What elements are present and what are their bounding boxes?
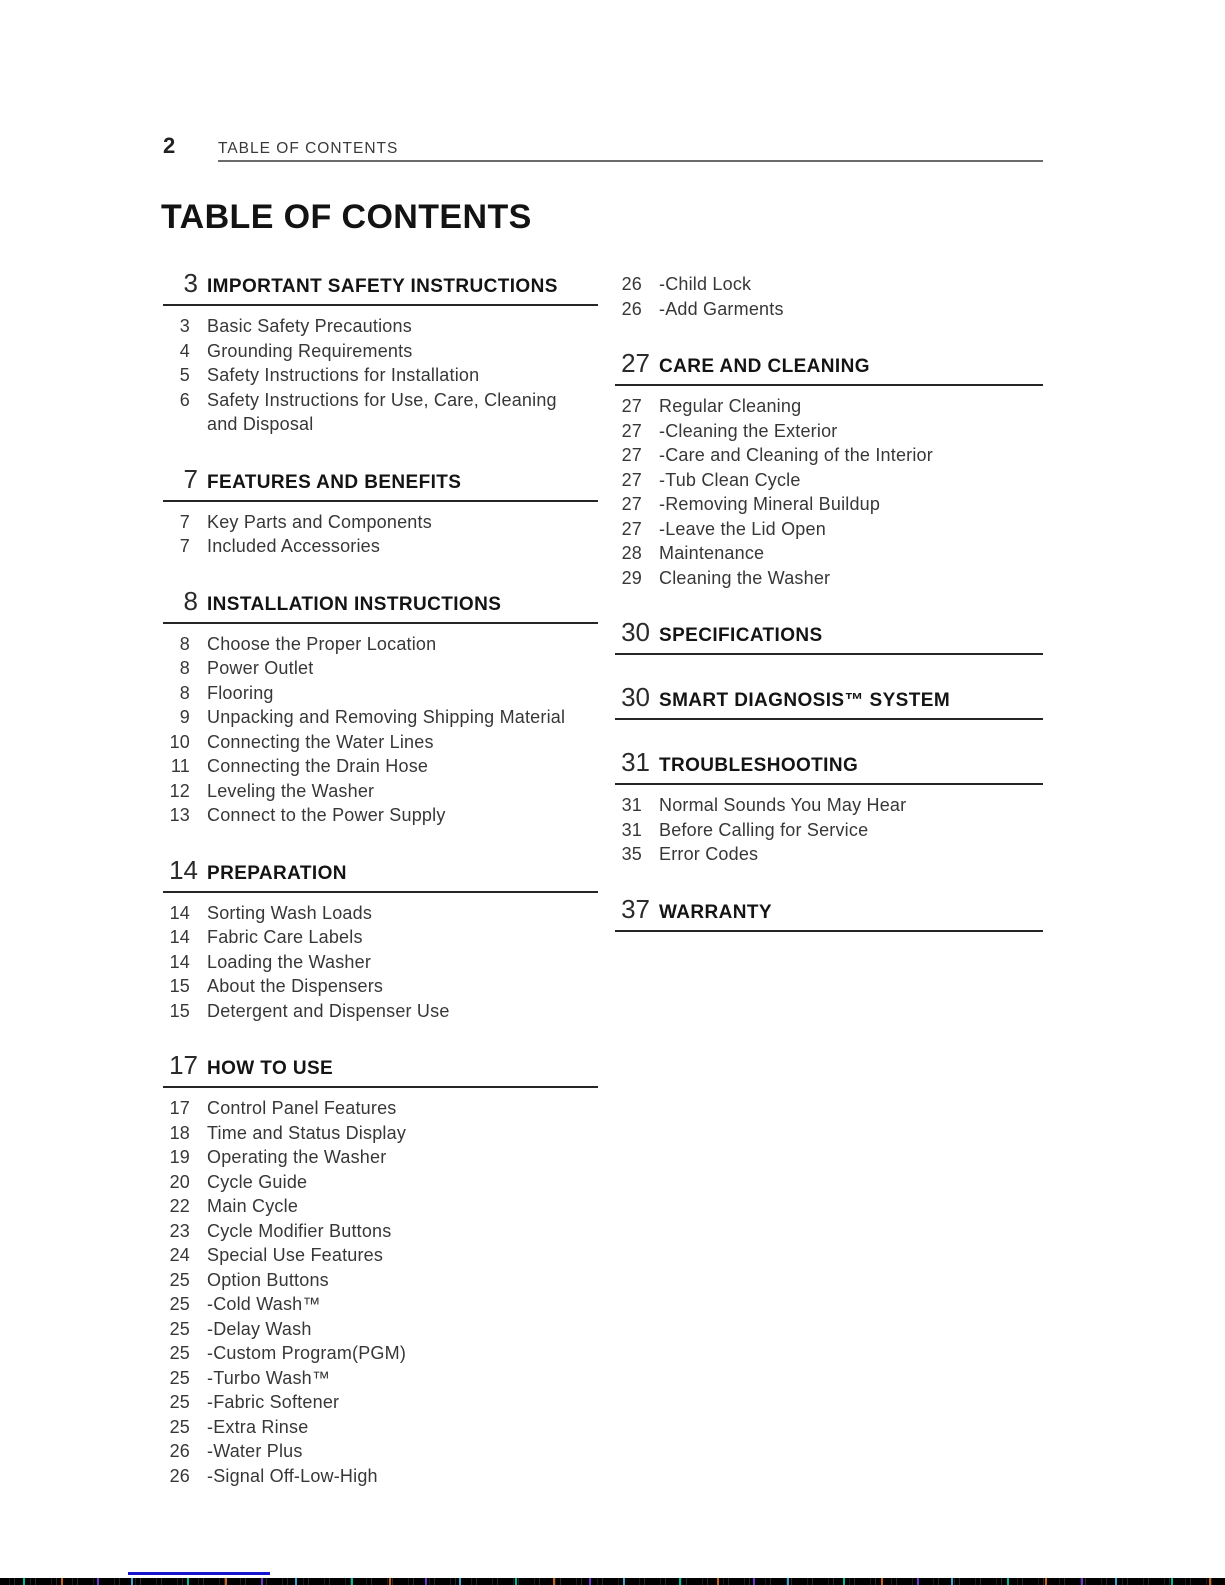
toc-item bbox=[615, 566, 1043, 591]
item-page-number: 18 bbox=[169, 1122, 190, 1143]
item-page-number: 31 bbox=[621, 819, 642, 840]
toc-section bbox=[615, 350, 1043, 590]
item-page-number: 14 bbox=[169, 927, 190, 947]
item-page-number: 27 bbox=[621, 445, 642, 465]
section-title: HOW TO USE bbox=[207, 1058, 334, 1079]
item-page-number: 11 bbox=[170, 756, 190, 776]
section-page-number: 8 bbox=[183, 585, 198, 616]
section-header bbox=[163, 270, 598, 306]
item-label: Loading the Washer bbox=[207, 951, 372, 972]
toc-item bbox=[163, 999, 598, 1024]
item-page-number: 25 bbox=[169, 1392, 190, 1412]
item-page-number: 25 bbox=[169, 1416, 190, 1437]
item-page-number: 26 bbox=[169, 1465, 190, 1486]
item-label: -Delay Wash bbox=[207, 1318, 312, 1339]
toc-item bbox=[615, 818, 1043, 843]
section-title: SPECIFICATIONS bbox=[659, 625, 823, 646]
section-page-number: 31 bbox=[621, 747, 650, 777]
section-items bbox=[163, 306, 598, 437]
toc-item bbox=[163, 339, 598, 364]
toc-column-right bbox=[615, 270, 1043, 932]
item-label: -Tub Clean Cycle bbox=[659, 469, 801, 490]
toc-item bbox=[163, 1341, 598, 1366]
item-label: Leveling the Washer bbox=[207, 780, 375, 801]
item-page-number: 23 bbox=[169, 1220, 190, 1241]
toc-section bbox=[163, 270, 598, 437]
item-label: Before Calling for Service bbox=[659, 819, 869, 840]
toc-section bbox=[615, 684, 1043, 720]
section-page-number: 30 bbox=[621, 617, 650, 647]
item-label: Connecting the Water Lines bbox=[207, 731, 434, 752]
item-page-number: 8 bbox=[179, 682, 190, 703]
section-page-number: 17 bbox=[169, 1050, 198, 1080]
toc-item bbox=[163, 1366, 598, 1391]
item-page-number: 14 bbox=[169, 902, 190, 923]
toc-item bbox=[163, 1121, 598, 1146]
toc-item bbox=[163, 1439, 598, 1464]
item-label: -Turbo Wash™ bbox=[207, 1367, 331, 1388]
item-page-number: 25 bbox=[169, 1269, 190, 1290]
toc-item bbox=[163, 1243, 598, 1268]
toc-item bbox=[163, 1415, 598, 1440]
toc-item bbox=[163, 1145, 598, 1170]
item-label: -Add Garments bbox=[659, 298, 784, 319]
section-title: IMPORTANT SAFETY INSTRUCTIONS bbox=[207, 276, 558, 297]
item-page-number: 35 bbox=[621, 844, 642, 864]
item-page-number: 26 bbox=[169, 1441, 190, 1461]
toc-section bbox=[163, 463, 598, 559]
toc-section bbox=[615, 893, 1043, 932]
item-label: Cycle Guide bbox=[207, 1171, 308, 1192]
toc-item bbox=[163, 779, 598, 804]
item-page-number: 7 bbox=[179, 536, 190, 556]
toc-item bbox=[163, 1268, 598, 1293]
toc-section bbox=[163, 585, 598, 828]
item-label: Option Buttons bbox=[207, 1269, 329, 1290]
item-label: Cycle Modifier Buttons bbox=[207, 1220, 392, 1241]
toc-item bbox=[163, 1390, 598, 1415]
toc-section bbox=[615, 619, 1043, 655]
section-page-number: 27 bbox=[621, 348, 650, 378]
section-header bbox=[615, 893, 1043, 932]
item-page-number: 25 bbox=[169, 1367, 190, 1388]
item-page-number: 27 bbox=[621, 518, 642, 539]
item-page-number: 5 bbox=[179, 365, 190, 385]
item-label: -Custom Program(PGM) bbox=[207, 1343, 407, 1363]
item-label: Control Panel Features bbox=[207, 1098, 397, 1118]
section-items bbox=[163, 893, 598, 1024]
toc-item bbox=[163, 1096, 598, 1121]
item-label: Power Outlet bbox=[207, 658, 314, 678]
item-label: Maintenance bbox=[659, 543, 765, 563]
item-label: -Cold Wash™ bbox=[207, 1294, 321, 1314]
item-page-number: 4 bbox=[179, 340, 190, 361]
toc-items-continued bbox=[615, 270, 1043, 321]
toc-item bbox=[163, 730, 598, 755]
item-page-number: 24 bbox=[169, 1245, 190, 1265]
item-page-number: 26 bbox=[621, 274, 642, 294]
item-label: Safety Instructions for Use, Care, Cleaning and Disposal bbox=[207, 389, 557, 434]
item-page-number: 28 bbox=[621, 543, 642, 563]
section-title: INSTALLATION INSTRUCTIONS bbox=[207, 593, 502, 615]
toc-item bbox=[615, 492, 1043, 517]
section-page-number: 3 bbox=[183, 268, 198, 298]
item-page-number: 17 bbox=[169, 1098, 190, 1118]
item-page-number: 15 bbox=[169, 1000, 190, 1021]
toc-section bbox=[615, 749, 1043, 867]
toc-item bbox=[615, 419, 1043, 444]
item-page-number: 25 bbox=[169, 1318, 190, 1339]
item-page-number: 26 bbox=[621, 298, 642, 319]
toc-section bbox=[163, 854, 598, 1024]
toc-item bbox=[163, 974, 598, 999]
item-page-number: 14 bbox=[169, 951, 190, 972]
toc-item bbox=[615, 297, 1043, 322]
toc-item bbox=[163, 656, 598, 681]
header-rule bbox=[218, 160, 1043, 162]
item-label: Normal Sounds You May Hear bbox=[659, 795, 907, 815]
section-items bbox=[615, 386, 1043, 590]
item-page-number: 19 bbox=[169, 1147, 190, 1167]
section-page-number: 37 bbox=[621, 893, 650, 924]
item-label: -Child Lock bbox=[659, 274, 752, 294]
section-header bbox=[615, 619, 1043, 655]
section-title: CARE AND CLEANING bbox=[659, 356, 870, 377]
section-items bbox=[163, 502, 598, 559]
item-label: Flooring bbox=[207, 682, 274, 703]
item-page-number: 29 bbox=[621, 567, 642, 588]
item-page-number: 25 bbox=[169, 1343, 190, 1363]
toc-item bbox=[163, 1219, 598, 1244]
item-page-number: 12 bbox=[169, 780, 190, 801]
item-page-number: 22 bbox=[169, 1196, 190, 1216]
blue-underline-mark bbox=[128, 1572, 270, 1575]
toc-item bbox=[163, 1170, 598, 1195]
section-page-number: 14 bbox=[169, 854, 198, 885]
section-header bbox=[615, 684, 1043, 720]
item-label: Sorting Wash Loads bbox=[207, 902, 373, 923]
toc-section bbox=[163, 1052, 598, 1488]
toc-item bbox=[615, 394, 1043, 419]
toc-item bbox=[615, 842, 1043, 867]
item-label: Grounding Requirements bbox=[207, 340, 413, 361]
section-title: FEATURES AND BENEFITS bbox=[207, 471, 462, 493]
item-label: Safety Instructions for Installation bbox=[207, 365, 480, 385]
item-page-number: 8 bbox=[179, 633, 190, 654]
section-title: PREPARATION bbox=[207, 862, 347, 884]
section-items bbox=[163, 624, 598, 828]
section-title: WARRANTY bbox=[659, 901, 772, 923]
section-header bbox=[163, 854, 598, 893]
toc-item bbox=[615, 468, 1043, 493]
item-label: Unpacking and Removing Shipping Material bbox=[207, 707, 566, 727]
item-label: -Cleaning the Exterior bbox=[659, 420, 838, 441]
section-items bbox=[615, 785, 1043, 867]
toc-item bbox=[163, 1292, 598, 1317]
item-page-number: 8 bbox=[179, 658, 190, 678]
item-label: -Removing Mineral Buildup bbox=[659, 494, 881, 514]
section-items bbox=[163, 1088, 598, 1488]
toc-item bbox=[163, 681, 598, 706]
item-label: -Water Plus bbox=[207, 1441, 303, 1461]
toc-item bbox=[615, 272, 1043, 297]
item-page-number: 3 bbox=[179, 316, 190, 336]
header-section-label: TABLE OF CONTENTS bbox=[218, 140, 399, 157]
toc-item bbox=[615, 541, 1043, 566]
item-label: Time and Status Display bbox=[207, 1122, 407, 1143]
item-label: -Extra Rinse bbox=[207, 1416, 309, 1437]
item-page-number: 27 bbox=[621, 469, 642, 490]
item-label: Connecting the Drain Hose bbox=[207, 756, 429, 776]
toc-item bbox=[163, 803, 598, 828]
toc-item bbox=[615, 793, 1043, 818]
toc-item bbox=[163, 925, 598, 950]
toc-item bbox=[163, 754, 598, 779]
item-label: Operating the Washer bbox=[207, 1147, 387, 1167]
section-page-number: 7 bbox=[183, 463, 198, 494]
section-header bbox=[163, 585, 598, 624]
toc-item bbox=[163, 363, 598, 388]
item-label: -Care and Cleaning of the Interior bbox=[659, 445, 933, 465]
item-label: -Leave the Lid Open bbox=[659, 518, 826, 539]
item-page-number: 10 bbox=[169, 731, 190, 752]
scan-edge-noise bbox=[0, 1578, 1225, 1585]
section-header bbox=[163, 463, 598, 502]
section-title: TROUBLESHOOTING bbox=[659, 755, 859, 776]
toc-item bbox=[615, 517, 1043, 542]
toc-item bbox=[163, 950, 598, 975]
item-page-number: 20 bbox=[169, 1171, 190, 1192]
item-label: Basic Safety Precautions bbox=[207, 316, 412, 336]
section-header bbox=[163, 1052, 598, 1088]
header-page-number: 2 bbox=[163, 133, 176, 158]
section-title: SMART DIAGNOSIS™ SYSTEM bbox=[659, 690, 951, 711]
section-header bbox=[615, 749, 1043, 785]
item-page-number: 6 bbox=[179, 389, 190, 410]
section-header bbox=[615, 350, 1043, 386]
item-page-number: 27 bbox=[621, 420, 642, 441]
toc-item bbox=[163, 901, 598, 926]
item-label: Detergent and Dispenser Use bbox=[207, 1000, 450, 1021]
item-label: Key Parts and Components bbox=[207, 511, 432, 532]
item-page-number: 27 bbox=[621, 396, 642, 416]
item-label: -Fabric Softener bbox=[207, 1392, 340, 1412]
item-label: Included Accessories bbox=[207, 536, 381, 556]
item-page-number: 25 bbox=[169, 1294, 190, 1314]
toc-item bbox=[163, 1464, 598, 1489]
toc-column-left bbox=[163, 270, 598, 1488]
item-label: Regular Cleaning bbox=[659, 396, 802, 416]
item-label: Main Cycle bbox=[207, 1196, 299, 1216]
item-label: Choose the Proper Location bbox=[207, 633, 437, 654]
item-label: -Signal Off-Low-High bbox=[207, 1465, 378, 1486]
section-page-number: 30 bbox=[621, 682, 650, 712]
item-page-number: 9 bbox=[179, 707, 190, 727]
toc-item bbox=[163, 510, 598, 535]
item-page-number: 31 bbox=[621, 795, 642, 815]
item-label: Fabric Care Labels bbox=[207, 927, 363, 947]
toc-item bbox=[163, 534, 598, 559]
item-label: Special Use Features bbox=[207, 1245, 384, 1265]
toc-item bbox=[163, 1317, 598, 1342]
item-page-number: 13 bbox=[169, 805, 190, 825]
toc-item bbox=[615, 443, 1043, 468]
item-label: Error Codes bbox=[659, 844, 759, 864]
item-page-number: 27 bbox=[621, 494, 642, 514]
toc-item bbox=[163, 314, 598, 339]
toc-item bbox=[163, 388, 598, 437]
item-label: About the Dispensers bbox=[207, 976, 384, 996]
toc-item bbox=[163, 632, 598, 657]
item-page-number: 15 bbox=[169, 976, 190, 996]
item-label: Cleaning the Washer bbox=[659, 567, 831, 588]
toc-item bbox=[163, 705, 598, 730]
item-label: Connect to the Power Supply bbox=[207, 805, 446, 825]
item-page-number: 7 bbox=[179, 511, 190, 532]
page-title: TABLE OF CONTENTS bbox=[161, 198, 532, 236]
toc-item bbox=[163, 1194, 598, 1219]
